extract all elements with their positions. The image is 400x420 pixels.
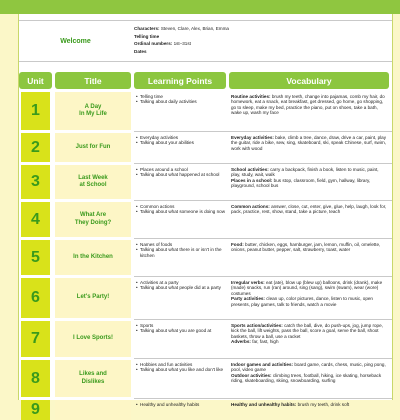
row-divider — [134, 163, 392, 164]
vocabulary-group — [231, 373, 388, 384]
learning-points-list — [136, 402, 226, 407]
vocabulary-heading: School activities: — [231, 167, 269, 172]
vocabulary-cell — [231, 323, 388, 345]
top-band — [0, 0, 400, 14]
vocabulary-words: far, fast, high — [250, 339, 279, 345]
row-divider — [134, 319, 392, 320]
vocabulary-group — [231, 280, 388, 296]
vocabulary-cell — [231, 135, 388, 151]
learning-points-list — [136, 94, 226, 105]
unit-number: 3 — [21, 165, 50, 199]
row-divider — [134, 131, 392, 132]
welcome-line — [134, 33, 389, 41]
learning-points-list — [136, 204, 226, 215]
vocabulary-words: bus stop, classroom, field, gym, hallway, library, playground, school bus — [231, 177, 371, 189]
unit-title: Likes and Dislikes — [55, 360, 131, 397]
vocabulary-heading: Irregular verbs: — [231, 280, 265, 285]
learning-points-list — [136, 135, 226, 146]
learning-points-list — [136, 280, 226, 291]
unit-row — [19, 278, 392, 318]
learning-point: • Common actions — [136, 204, 226, 209]
learning-point: • Everyday activities — [136, 135, 226, 140]
vocabulary-group — [231, 94, 388, 116]
welcome-line-label: Characters: — [134, 26, 160, 31]
welcome-line — [134, 48, 389, 56]
vocabulary-words: brush my teeth, change into pajamas, comb my hair, do homework, eat a snack, eat breakfast, get dressed, go home, go shopping, go to sleep, make my bed, practice the piano, put on shoes, take a bath, wake up, wash my face — [231, 94, 385, 116]
vocabulary-group — [231, 178, 388, 189]
row-divider — [134, 238, 392, 239]
unit-number: 8 — [21, 360, 50, 397]
vocabulary-group — [231, 323, 388, 339]
learning-point: • Telling time — [136, 94, 226, 99]
learning-points-list — [136, 242, 226, 258]
vocabulary-heading: Common actions: — [231, 204, 270, 209]
vocabulary-cell — [231, 362, 388, 384]
unit-number: 6 — [21, 278, 50, 318]
header-unit: Unit — [19, 72, 52, 89]
welcome-line-label: Telling time — [134, 33, 160, 39]
welcome-line-text: 1st–31st — [172, 41, 191, 47]
row-divider — [134, 276, 392, 277]
unit-row — [19, 360, 392, 397]
vocabulary-heading: Adverbs: — [231, 339, 251, 345]
unit-number: 4 — [21, 202, 50, 237]
vocabulary-heading: Outdoor activities: — [231, 372, 272, 378]
row-divider — [134, 358, 392, 359]
unit-title: I Love Sports! — [55, 321, 131, 357]
vocabulary-heading: Indoor games and activities: — [231, 362, 294, 367]
vocabulary-words: carry a backpack, finish a book, listen to music, paint, play, study, wait, walk — [231, 167, 379, 178]
row-divider — [134, 398, 392, 399]
unit-number: 5 — [21, 240, 50, 275]
vocabulary-heading: Everyday activities: — [231, 135, 274, 140]
vocabulary-words: butter, chicken, eggs, hamburger, jam, lemon, muffin, oil, omelette, onions, peanut butter, pepper, salt, strawberry, toast, water — [231, 242, 381, 253]
welcome-line-label: Dates — [134, 48, 147, 54]
unit-row — [19, 400, 392, 420]
learning-points-list — [136, 323, 226, 334]
unit-title — [55, 400, 131, 420]
vocabulary-words: answer, close, cut, enter, give, glue, help, laugh, look for, pack, practice, rest, show, stand, take a picture, teach — [231, 204, 387, 215]
vocabulary-heading: Routine activities: — [231, 94, 271, 99]
learning-point: • Talking about your abilities — [136, 140, 226, 145]
vocabulary-heading: Sports action/activities: — [231, 323, 283, 328]
header-learning-points: Learning Points — [134, 72, 226, 89]
unit-title: In the Kitchen — [55, 240, 131, 275]
learning-points-list — [136, 362, 226, 373]
unit-row — [19, 202, 392, 237]
welcome-title: Welcome — [60, 37, 91, 45]
vocabulary-cell — [231, 204, 388, 215]
unit-row — [19, 92, 392, 130]
welcome-line-text: Steven, Clare, Alex, Brian, Emma — [159, 26, 229, 31]
vocabulary-words: clean up, color pictures, dance, listen to music, open presents, play games, talk to friends, watch a movie — [231, 296, 373, 307]
vocabulary-group — [231, 362, 388, 373]
unit-row — [19, 240, 392, 275]
vocabulary-heading: Healthy and unhealthy habits: — [231, 402, 297, 407]
welcome-line — [134, 40, 389, 48]
header-title: Title — [55, 72, 131, 89]
vocabulary-cell — [231, 167, 388, 189]
learning-point: • Talking about what you are good at — [136, 328, 226, 333]
vocabulary-group — [231, 242, 388, 253]
learning-point: • Sports — [136, 323, 226, 328]
vocabulary-heading: Party activities: — [231, 296, 265, 302]
learning-point: • Talking about daily activities — [136, 99, 226, 104]
vocabulary-group — [231, 296, 388, 307]
learning-point: • Talking about what happened at school — [136, 172, 226, 177]
unit-title: Just for Fun — [55, 133, 131, 162]
unit-row — [19, 165, 392, 199]
learning-point: • Healthy and unhealthy habits — [136, 402, 226, 407]
unit-row — [19, 133, 392, 162]
vocabulary-words: brush my teeth, drink soft — [296, 402, 350, 407]
learning-point: • Talking about what someone is doing now — [136, 209, 226, 214]
vocabulary-group — [231, 167, 388, 178]
unit-number: 9 — [21, 400, 50, 420]
unit-title: Last Week at School — [55, 165, 131, 199]
unit-number: 1 — [21, 92, 50, 130]
row-divider — [134, 200, 392, 201]
welcome-line-label: Ordinal numbers: — [134, 41, 173, 47]
unit-title: A Day In My Life — [55, 92, 131, 130]
learning-point: • Talking about what there is or isn't in the kitchen — [136, 247, 226, 258]
unit-number: 2 — [21, 133, 50, 162]
welcome-details — [134, 25, 389, 55]
learning-point: • Activities at a party — [136, 280, 226, 285]
learning-point: • Talking about what people did at a party — [136, 285, 226, 290]
vocabulary-words: climbing trees, football, hiking, ice skating, horseback riding, skateboarding, skiing, snowboarding, surfing — [231, 372, 382, 384]
learning-point: • Places around a school — [136, 167, 226, 172]
learning-point: • Hobbies and fun activities — [136, 362, 226, 367]
vocabulary-words: bake, climb a tree, dance, draw, drive a car, paint, play the guitar, ride a bike, sew, sing, skateboard, ski, speak Chinese, surf, swim, work with wood — [231, 135, 387, 151]
vocabulary-cell — [231, 402, 388, 407]
welcome-line — [134, 25, 389, 33]
vocabulary-words: board game, cards, chess, music, ping pong, pool, video game — [231, 362, 386, 373]
vocabulary-words: catch the ball, dive, do push-ups, jog, jump rope, kick the ball, lift weights, pass the ball, score a goal, serve the ball, shoot baskets, throw a ball, use a racket — [231, 323, 383, 339]
unit-title: Let's Party! — [55, 278, 131, 318]
vocabulary-heading: Places in a school: — [231, 177, 273, 183]
unit-row — [19, 321, 392, 357]
unit-number: 7 — [21, 321, 50, 357]
learning-point: • Names of foods — [136, 242, 226, 247]
vocabulary-heading: Food: — [231, 242, 244, 247]
unit-title: What Are They Doing? — [55, 202, 131, 237]
vocabulary-cell — [231, 242, 388, 253]
vocabulary-cell — [231, 280, 388, 307]
learning-points-list — [136, 167, 226, 178]
welcome-label-cell — [23, 21, 128, 61]
learning-point: • Talking about what you like and don't like — [136, 367, 226, 372]
contents-page — [18, 14, 393, 418]
vocabulary-group — [231, 402, 388, 407]
vocabulary-group — [231, 135, 388, 151]
header-vocabulary: Vocabulary — [229, 72, 389, 89]
vocabulary-cell — [231, 94, 388, 116]
vocabulary-words: eat (ate), blow up (blew up) balloons, drink (drank), make (made) snacks, run (ran) around, sing (sang), swim (swam), wear (wore) costumes — [231, 280, 383, 296]
vocabulary-group — [231, 339, 388, 344]
welcome-section — [19, 20, 392, 62]
vocabulary-group — [231, 204, 388, 215]
